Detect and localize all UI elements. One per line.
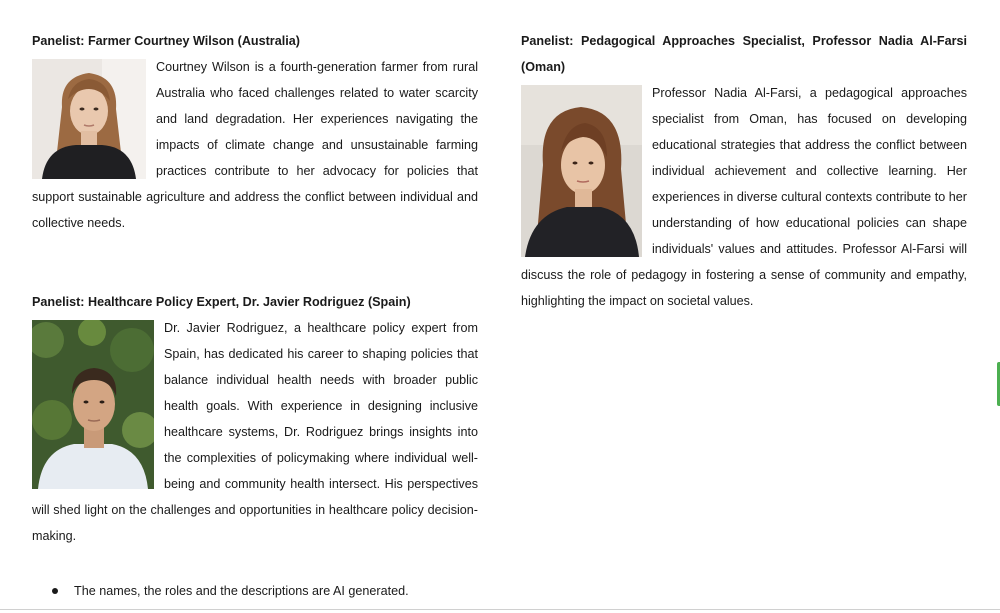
footnote xyxy=(52,578,409,604)
panelist-title: Panelist: Pedagogical Approaches Specialist, Professor Nadia Al-Farsi (Oman) xyxy=(521,34,967,74)
panelist-photo xyxy=(32,59,146,179)
panelist-bio: Courtney Wilson is a fourth-generation farmer from rural Australia who faced challenges related to water scarcity and land degradation. Her experiences navigating the impacts of climate change and unsustainable farming practices contribute to her advocacy for policies that support sustainable agriculture and address the conflict between individual and collective needs. xyxy=(32,60,478,230)
panelist-photo xyxy=(32,320,154,489)
panelist-title: Panelist: Healthcare Policy Expert, Dr. Javier Rodriguez (Spain) xyxy=(32,295,411,309)
panelist-bio: Dr. Javier Rodriguez, a healthcare policy expert from Spain, has dedicated his career to shaping policies that balance individual health needs with broader public health goals. With experience in designing inclusive healthcare systems, Dr. Rodriguez brings insights into the complexities of policymaking where individual well-being and community health intersect. His perspectives will shed light on the challenges and opportunities in healthcare policy decision-making. xyxy=(32,321,478,543)
page-divider xyxy=(0,609,1000,610)
panelist-photo xyxy=(521,85,642,257)
footnote-text: The names, the roles and the descriptions are AI generated. xyxy=(74,584,409,598)
panelist-bio: Professor Nadia Al-Farsi, a pedagogical approaches specialist from Oman, has focused on developing educational strategies that address the conflict between individual achievement and collective learning. Her experiences in diverse cultural contexts contribute to her understanding of how educational policies can shape individuals' values and attitudes. Professor Al-Farsi will discuss the role of pedagogy in fostering a sense of community and empathy, highlighting the impact on societal values. xyxy=(521,86,967,308)
panelist-section-courtney-wilson xyxy=(32,28,478,236)
panelist-title: Panelist: Farmer Courtney Wilson (Australia) xyxy=(32,34,300,48)
panelist-section-javier-rodriguez xyxy=(32,289,478,549)
panelist-section-nadia-al-farsi xyxy=(521,28,967,314)
bullet-icon xyxy=(52,588,58,594)
